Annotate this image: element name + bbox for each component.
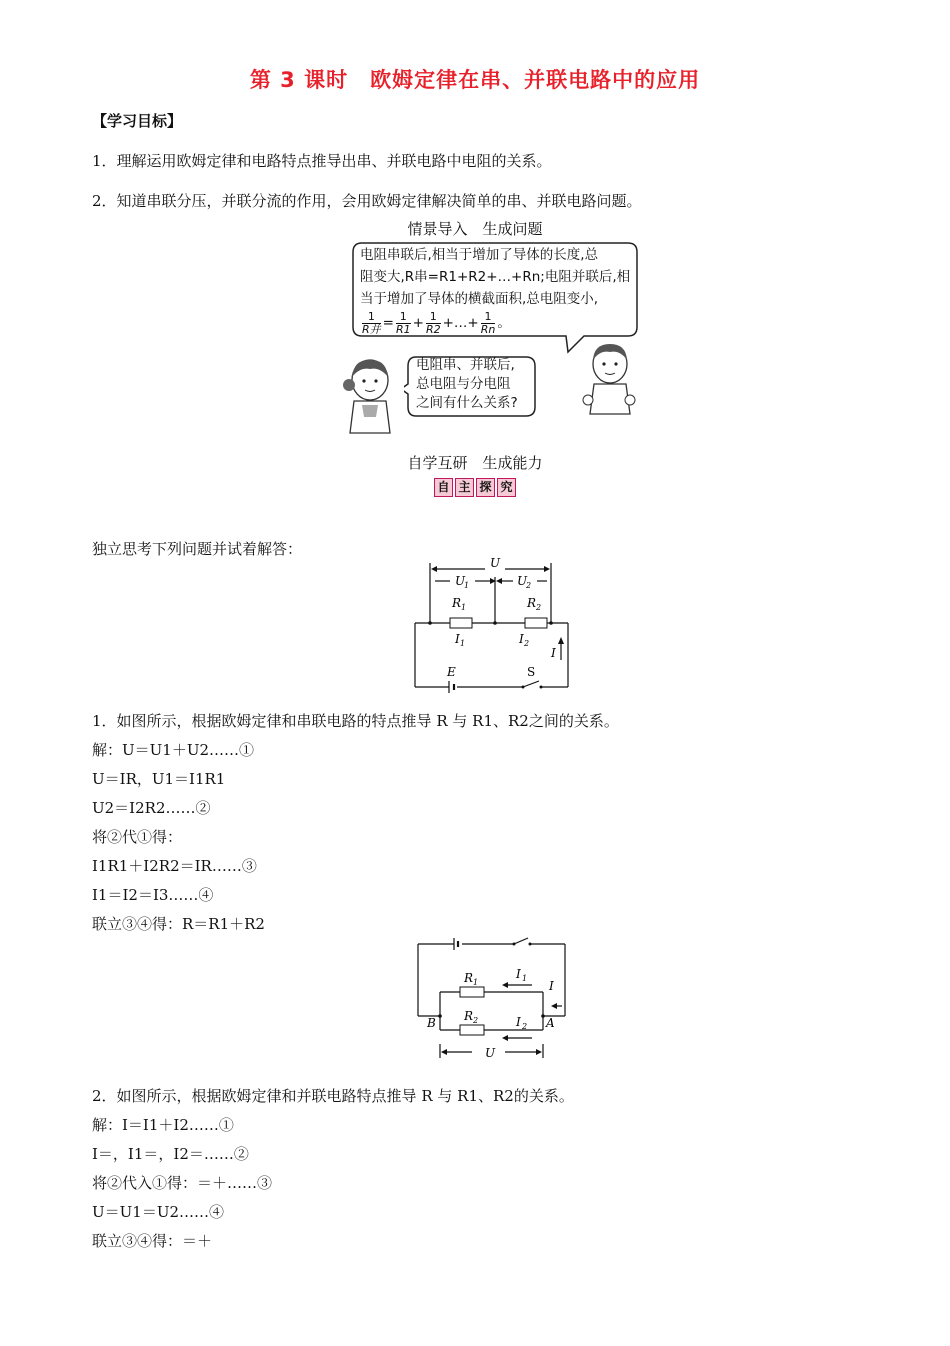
solution-line: 将②代①得： [92, 828, 183, 846]
section-heading-intro: 情景导入 生成问题 [407, 220, 543, 238]
bubble-line: 当于增加了导体的横截面积,总电阻变小, [360, 291, 599, 307]
bubble-line: 电阻串、并联后, [416, 357, 515, 373]
solution-line: U2＝I2R2……② [92, 799, 211, 817]
objective-item: 1．理解运用欧姆定律和电路特点推导出串、并联电路中电阻的关系。 [92, 152, 552, 170]
label-sub: 1 [522, 974, 528, 983]
label-sub: 1 [460, 639, 466, 648]
objectives-heading: 【学习目标】 [92, 112, 183, 130]
self-study-badge [0, 476, 950, 497]
bubble-formula: $\frac{1}{\text{R并}}$ = $\frac{1}{R1}$ + $\frac{1}{R2}$ +…+ $\frac{1}{Rn}$ 。 [362, 309, 511, 336]
instruction-text: 独立思考下列问题并试着解答： [92, 540, 303, 558]
label-R2: R [464, 1009, 474, 1023]
label-U2: U [517, 574, 528, 588]
section-heading-self-study: 自学互研 生成能力 [407, 454, 543, 472]
objective-item: 2．知道串联分压，并联分流的作用，会用欧姆定律解决简单的串、并联电路问题。 [92, 192, 642, 210]
label-I1: I [455, 632, 460, 646]
solution-line: 解：I＝I1＋I2……① [92, 1116, 234, 1134]
label-sub: 2 [473, 1016, 479, 1025]
label-R2: R [527, 596, 537, 610]
label-sub: 2 [522, 1022, 528, 1031]
label-I: I [549, 979, 554, 993]
speech-bubble-boy [352, 242, 638, 338]
solution-line: 联立③④得：R＝R1＋R2 [92, 915, 265, 933]
solution-line: U＝IR，U1＝I1R1 [92, 770, 226, 788]
label-I2: I [519, 632, 524, 646]
solution-line: I1＝I2＝I3……④ [92, 886, 214, 904]
label-I2: I [516, 1015, 521, 1029]
label-sub: 1 [464, 581, 470, 590]
label-U: U [490, 556, 501, 570]
label-A: A [546, 1016, 555, 1030]
boy-illustration [578, 338, 638, 418]
label-sub: 2 [524, 639, 530, 648]
label-sub: 1 [461, 603, 467, 612]
speech-bubble-girl [408, 356, 538, 416]
label-U: U [485, 1046, 496, 1060]
fraction: $\frac{1}{Rn}$ [480, 309, 496, 336]
label-I1: I [516, 967, 521, 981]
label-E: E [447, 665, 456, 679]
label-sub: 2 [536, 603, 542, 612]
badge-char: 探 [476, 478, 495, 497]
solution-line: U＝U1＝U2……④ [92, 1203, 225, 1221]
solution-line: 联立③④得：＝＋ [92, 1232, 213, 1250]
badge-char: 自 [434, 478, 453, 497]
bubble-line: 阻变大,R串=R1+R2+…+Rn;电阻并联后,相 [360, 269, 631, 285]
bubble-line: 总电阻与分电阻 [416, 376, 511, 392]
series-circuit-diagram [405, 555, 585, 695]
question-1-prompt: 1．如图所示，根据欧姆定律和串联电路的特点推导 R 与 R1、R2之间的关系。 [92, 712, 619, 730]
badge-char: 究 [497, 478, 516, 497]
label-sub: 2 [526, 581, 532, 590]
label-R1: R [464, 971, 474, 985]
girl-illustration [340, 355, 410, 435]
label-sub: 1 [473, 978, 479, 987]
solution-line: 将②代入①得：＝＋……③ [92, 1174, 273, 1192]
bubble-line: 之间有什么关系? [416, 395, 518, 411]
label-I: I [551, 646, 556, 660]
solution-line: I＝，I1＝，I2＝……② [92, 1145, 249, 1163]
label-U1: U [455, 574, 466, 588]
question-2-prompt: 2．如图所示，根据欧姆定律和并联电路特点推导 R 与 R1、R2的关系。 [92, 1087, 574, 1105]
solution-line: 解：U＝U1＋U2……① [92, 741, 255, 759]
fraction: $\frac{1}{\text{R并}}$ [362, 309, 381, 336]
label-B: B [427, 1016, 436, 1030]
solution-line: I1R1＋I2R2＝IR……③ [92, 857, 257, 875]
page-title: 第 3 课时 欧姆定律在串、并联电路中的应用 [249, 68, 701, 92]
label-S: S [527, 665, 536, 679]
bubble-line: 电阻串联后,相当于增加了导体的长度,总 [360, 247, 599, 263]
fraction: $\frac{1}{R2}$ [425, 309, 441, 336]
badge-char: 主 [455, 478, 474, 497]
label-R1: R [452, 596, 462, 610]
fraction: $\frac{1}{R1}$ [395, 309, 411, 336]
parallel-circuit-diagram [410, 930, 580, 1065]
